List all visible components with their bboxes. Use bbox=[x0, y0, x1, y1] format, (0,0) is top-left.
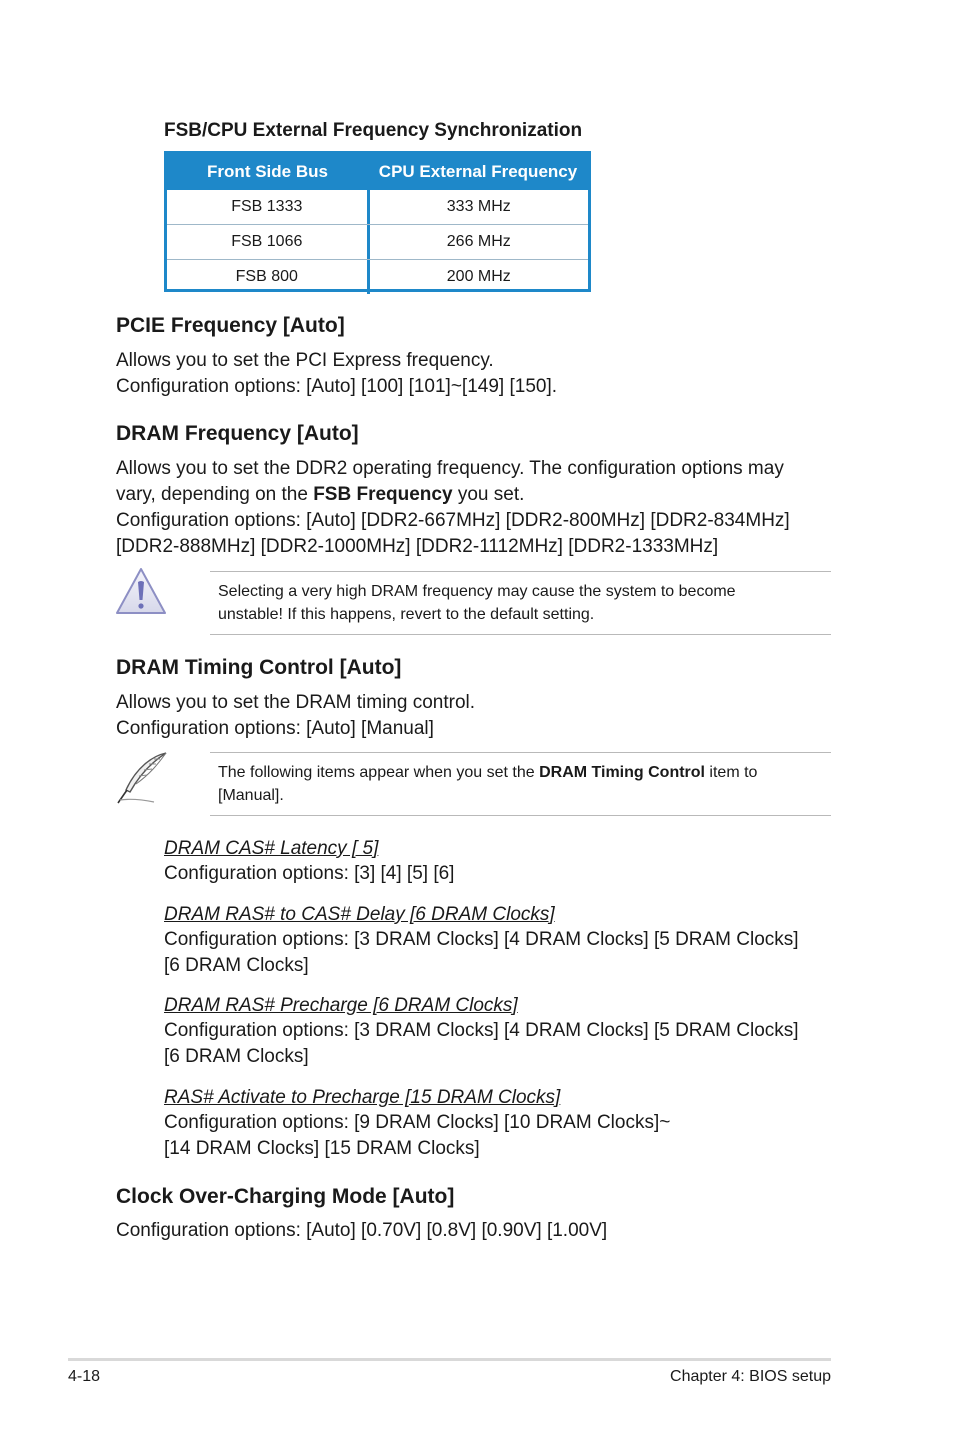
ras-activate-title: RAS# Activate to Precharge [15 DRAM Clocks] bbox=[164, 1087, 561, 1108]
table-cell: 333 MHz bbox=[446, 198, 511, 215]
warning-line: unstable! If this happens, revert to the default setting. bbox=[218, 606, 595, 623]
cas-latency-options bbox=[164, 861, 834, 887]
pcie-description bbox=[116, 348, 836, 400]
dram-frequency-description bbox=[116, 456, 836, 560]
options-line: [6 DRAM Clocks] bbox=[164, 1046, 309, 1067]
options-line: Configuration options: [9 DRAM Clocks] [10 DRAM Clocks]~ bbox=[164, 1112, 671, 1133]
clock-overcharging-options: Configuration options: [Auto] [0.70V] [0.8V] [0.90V] [1.00V] bbox=[116, 1220, 608, 1241]
info-text: item to bbox=[704, 764, 758, 781]
table-row bbox=[167, 224, 588, 259]
table-row bbox=[167, 190, 588, 224]
ras-precharge-options bbox=[164, 1018, 834, 1070]
table-cell: FSB 800 bbox=[167, 260, 370, 294]
warning-triangle-icon bbox=[114, 566, 168, 616]
options-line: Configuration options: [3 DRAM Clocks] [4 DRAM Clocks] [5 DRAM Clocks] bbox=[164, 1020, 799, 1041]
ras-to-cas-options bbox=[164, 927, 834, 979]
clock-overcharging-heading: Clock Over-Charging Mode [Auto] bbox=[116, 1185, 455, 1208]
page-number: 4-18 bbox=[68, 1368, 101, 1385]
table-row bbox=[167, 259, 588, 294]
column-header-fsb: Front Side Bus bbox=[207, 162, 328, 181]
table-cell: 200 MHz bbox=[446, 268, 511, 285]
dram-freq-options: [DDR2-888MHz] [DDR2-1000MHz] [DDR2-1112MHz] [DDR2-1333MHz] bbox=[116, 536, 719, 557]
options-line: Configuration options: [3 DRAM Clocks] [4 DRAM Clocks] [5 DRAM Clocks] bbox=[164, 929, 799, 950]
dram-freq-line bbox=[116, 482, 836, 508]
info-line bbox=[218, 761, 828, 784]
options-line: [6 DRAM Clocks] bbox=[164, 955, 309, 976]
info-text: The following items appear when you set the bbox=[218, 764, 540, 781]
info-line: [Manual]. bbox=[218, 787, 284, 804]
fsb-frequency-emphasis: FSB Frequency bbox=[313, 484, 453, 505]
chapter-label: Chapter 4: BIOS setup bbox=[670, 1368, 831, 1385]
dram-freq-text: vary, depending on the bbox=[116, 484, 314, 505]
pcie-line: Allows you to set the PCI Express frequency. bbox=[116, 350, 494, 371]
dram-timing-options: Configuration options: [Auto] [Manual] bbox=[116, 718, 434, 739]
feather-pen-icon bbox=[114, 750, 172, 806]
dram-timing-line: Allows you to set the DRAM timing control. bbox=[116, 692, 476, 713]
dram-timing-emphasis: DRAM Timing Control bbox=[539, 764, 705, 781]
footer-divider bbox=[68, 1358, 831, 1361]
info-note-text bbox=[218, 761, 828, 807]
table-cell: FSB 1333 bbox=[167, 190, 370, 224]
table-cell: FSB 1066 bbox=[167, 225, 370, 259]
options-line: [14 DRAM Clocks] [15 DRAM Clocks] bbox=[164, 1138, 480, 1159]
dram-freq-line: Allows you to set the DDR2 operating frequency. The configuration options may bbox=[116, 458, 784, 479]
ras-to-cas-title: DRAM RAS# to CAS# Delay [6 DRAM Clocks] bbox=[164, 904, 555, 925]
column-header-cpu: CPU External Frequency bbox=[378, 162, 578, 181]
table-cell: 266 MHz bbox=[446, 233, 511, 250]
dram-timing-heading: DRAM Timing Control [Auto] bbox=[116, 656, 402, 679]
options-line: Configuration options: [3] [4] [5] [6] bbox=[164, 863, 455, 884]
pcie-options: Configuration options: [Auto] [100] [101]~[149] [150]. bbox=[116, 376, 558, 397]
dram-frequency-heading: DRAM Frequency [Auto] bbox=[116, 422, 359, 445]
cas-latency-title: DRAM CAS# Latency [ 5] bbox=[164, 838, 379, 859]
table-caption: FSB/CPU External Frequency Synchronization bbox=[164, 120, 583, 141]
pcie-heading: PCIE Frequency [Auto] bbox=[116, 314, 345, 337]
ras-precharge-title: DRAM RAS# Precharge [6 DRAM Clocks] bbox=[164, 995, 518, 1016]
ras-activate-options bbox=[164, 1110, 834, 1162]
dram-freq-text: you set. bbox=[452, 484, 525, 505]
warning-note-text bbox=[218, 580, 828, 626]
fsb-cpu-table bbox=[164, 151, 591, 292]
warning-line: Selecting a very high DRAM frequency may cause the system to become bbox=[218, 583, 736, 600]
table-header-row bbox=[167, 154, 588, 190]
dram-timing-description bbox=[116, 690, 836, 742]
dram-freq-options: Configuration options: [Auto] [DDR2-667MHz] [DDR2-800MHz] [DDR2-834MHz] bbox=[116, 510, 790, 531]
